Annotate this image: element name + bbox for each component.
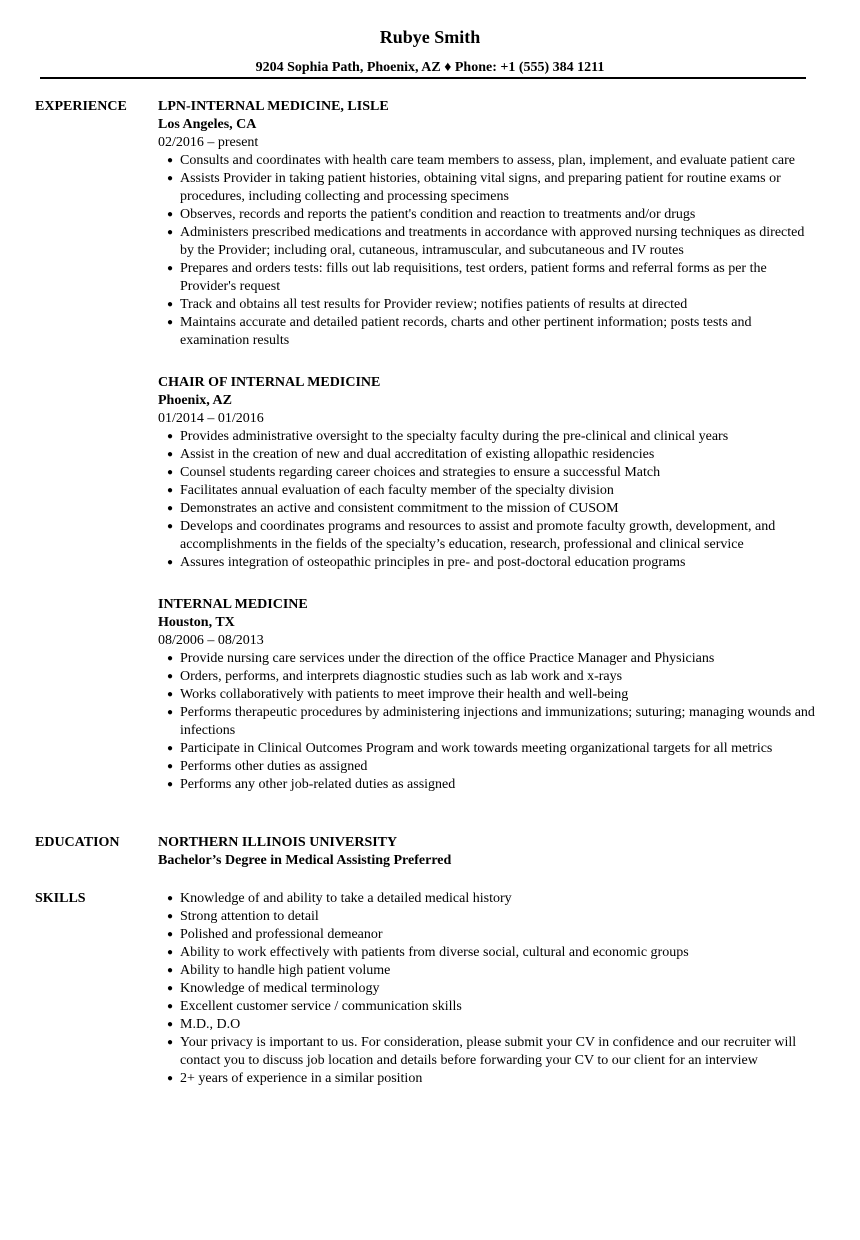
job-dates: 02/2016 – present — [158, 135, 259, 150]
skill-text: Ability to work effectively with patients from diverse social, cultural and economic groups — [180, 945, 689, 960]
bullet-text: Facilitates annual evaluation of each faculty member of the specialty division — [180, 483, 614, 498]
list-item — [158, 152, 818, 170]
bullet-icon: ● — [167, 503, 174, 514]
experience-section — [35, 98, 825, 818]
bullet-icon: ● — [167, 929, 174, 940]
bullet-icon: ● — [167, 227, 174, 238]
list-item — [158, 260, 818, 296]
section-label-skills: SKILLS — [35, 891, 86, 906]
bullet-icon: ● — [167, 521, 174, 532]
bullet-icon: ● — [167, 1037, 174, 1048]
list-item — [158, 686, 818, 704]
bullet-text: Works collaboratively with patients to meet improve their health and well-being — [180, 687, 629, 702]
list-item — [158, 944, 818, 962]
bullet-text: Track and obtains all test results for Provider review; notifies patients of results at directed — [180, 297, 688, 312]
list-item — [158, 650, 818, 668]
skills-list — [158, 890, 818, 1088]
list-item — [158, 980, 818, 998]
bullet-icon: ● — [167, 467, 174, 478]
candidate-name: Rubye Smith — [379, 27, 481, 47]
bullet-icon: ● — [167, 1019, 174, 1030]
skill-text: Ability to handle high patient volume — [180, 963, 391, 978]
bullet-text: Observes, records and reports the patient's condition and reaction to treatments and/or drugs — [180, 207, 696, 222]
bullet-icon: ● — [167, 263, 174, 274]
list-item — [158, 962, 818, 980]
list-item — [158, 446, 818, 464]
list-item — [158, 740, 818, 758]
bullet-icon: ● — [167, 983, 174, 994]
section-label-experience: EXPERIENCE — [35, 99, 127, 114]
bullet-text: Orders, performs, and interprets diagnostic studies such as lab work and x-rays — [180, 669, 623, 684]
bullet-text: Administers prescribed medications and treatments in accordance with approved nursing techniques as directed by the Provider; including oral, cutaneous, intramuscular, and subcutaneous and IV routes — [180, 225, 805, 258]
job-location: Phoenix, AZ — [158, 393, 232, 408]
list-item — [158, 998, 818, 1016]
bullet-icon: ● — [167, 449, 174, 460]
bullet-text: Assist in the creation of new and dual accreditation of existing allopathic residencies — [180, 447, 655, 462]
bullet-text: Counsel students regarding career choices and strategies to ensure a successful Match — [180, 465, 661, 480]
list-item — [158, 890, 818, 908]
bullet-text: Performs therapeutic procedures by administering injections and immunizations; suturing; managing wounds and infections — [180, 705, 815, 738]
section-label-education: EDUCATION — [35, 835, 120, 850]
bullet-text: Prepares and orders tests: fills out lab requisitions, test orders, patient forms and referral forms as per the Provider's request — [180, 261, 767, 294]
list-item — [158, 206, 818, 224]
bullet-text: Develops and coordinates programs and resources to assist and promote faculty growth, development, and accomplishments in the fields of the specialty’s education, research, professional and clinical service — [180, 519, 776, 552]
bullet-icon: ● — [167, 173, 174, 184]
list-item — [158, 908, 818, 926]
bullet-icon: ● — [167, 653, 174, 664]
skill-text: M.D., D.O — [180, 1017, 241, 1032]
skill-text: 2+ years of experience in a similar position — [180, 1071, 423, 1086]
list-item — [158, 776, 818, 794]
list-item — [158, 296, 818, 314]
job-list — [158, 98, 818, 794]
bullet-icon: ● — [167, 299, 174, 310]
bullet-icon: ● — [167, 707, 174, 718]
bullet-text: Demonstrates an active and consistent commitment to the mission of CUSOM — [180, 501, 619, 516]
job-title: INTERNAL MEDICINE — [158, 597, 308, 612]
bullet-icon: ● — [167, 743, 174, 754]
bullet-icon: ● — [167, 317, 174, 328]
job-bullets — [158, 428, 818, 572]
skill-text: Knowledge of and ability to take a detailed medical history — [180, 891, 512, 906]
job-title: CHAIR OF INTERNAL MEDICINE — [158, 375, 381, 390]
list-item — [158, 428, 818, 446]
list-item — [158, 1016, 818, 1034]
bullet-text: Provide nursing care services under the direction of the office Practice Manager and Physicians — [180, 651, 715, 666]
degree: Bachelor’s Degree in Medical Assisting Preferred — [158, 853, 452, 868]
bullet-text: Assures integration of osteopathic principles in pre- and post-doctoral education programs — [180, 555, 686, 570]
header-divider — [40, 77, 806, 79]
bullet-icon: ● — [167, 761, 174, 772]
skill-text: Knowledge of medical terminology — [180, 981, 380, 996]
bullet-icon: ● — [167, 911, 174, 922]
job-location: Los Angeles, CA — [158, 117, 257, 132]
skills-section — [35, 890, 825, 1088]
bullet-text: Participate in Clinical Outcomes Program and work towards meeting organizational targets for all metrics — [180, 741, 773, 756]
list-item — [158, 314, 818, 350]
list-item — [158, 926, 818, 944]
bullet-text: Provides administrative oversight to the specialty faculty during the pre-clinical and clinical years — [180, 429, 729, 444]
list-item — [158, 554, 818, 572]
list-item — [158, 500, 818, 518]
job-entry — [158, 596, 818, 794]
list-item — [158, 518, 818, 554]
bullet-text: Consults and coordinates with health care team members to assess, plan, implement, and evaluate patient care — [180, 153, 796, 168]
bullet-icon: ● — [167, 689, 174, 700]
job-location: Houston, TX — [158, 615, 235, 630]
bullet-icon: ● — [167, 965, 174, 976]
list-item — [158, 668, 818, 686]
list-item — [158, 1070, 818, 1088]
bullet-text: Assists Provider in taking patient histories, obtaining vital signs, and preparing patient for routine exams or procedures, including collecting and processing specimens — [180, 171, 781, 204]
bullet-icon: ● — [167, 779, 174, 790]
contact-info: 9204 Sophia Path, Phoenix, AZ ♦ Phone: +1 (555) 384 1211 — [255, 60, 605, 75]
skill-text: Your privacy is important to us. For consideration, please submit your CV in confidence and our recruiter will contact you to discuss job location and details before forwarding your CV to our client for an interview — [180, 1035, 797, 1068]
bullet-icon: ● — [167, 947, 174, 958]
bullet-icon: ● — [167, 155, 174, 166]
school-name: NORTHERN ILLINOIS UNIVERSITY — [158, 835, 398, 850]
list-item — [158, 464, 818, 482]
bullet-icon: ● — [167, 431, 174, 442]
bullet-icon: ● — [167, 1001, 174, 1012]
list-item — [158, 482, 818, 500]
job-dates: 01/2014 – 01/2016 — [158, 411, 264, 426]
skill-text: Excellent customer service / communication skills — [180, 999, 462, 1014]
list-item — [158, 1034, 818, 1070]
bullet-icon: ● — [167, 1073, 174, 1084]
job-entry — [158, 374, 818, 572]
bullet-text: Maintains accurate and detailed patient records, charts and other pertinent information; posts tests and examination results — [180, 315, 752, 348]
bullet-text: Performs other duties as assigned — [180, 759, 368, 774]
list-item — [158, 758, 818, 776]
list-item — [158, 704, 818, 740]
list-item — [158, 224, 818, 260]
bullet-icon: ● — [167, 893, 174, 904]
job-bullets — [158, 152, 818, 350]
bullet-icon: ● — [167, 209, 174, 220]
job-dates: 08/2006 – 08/2013 — [158, 633, 264, 648]
bullet-icon: ● — [167, 671, 174, 682]
job-entry — [158, 98, 818, 350]
bullet-icon: ● — [167, 557, 174, 568]
job-title: LPN-INTERNAL MEDICINE, LISLE — [158, 99, 389, 114]
skill-text: Polished and professional demeanor — [180, 927, 383, 942]
list-item — [158, 170, 818, 206]
education-section — [35, 834, 825, 870]
bullet-text: Performs any other job-related duties as assigned — [180, 777, 456, 792]
job-bullets — [158, 650, 818, 794]
bullet-icon: ● — [167, 485, 174, 496]
skill-text: Strong attention to detail — [180, 909, 319, 924]
